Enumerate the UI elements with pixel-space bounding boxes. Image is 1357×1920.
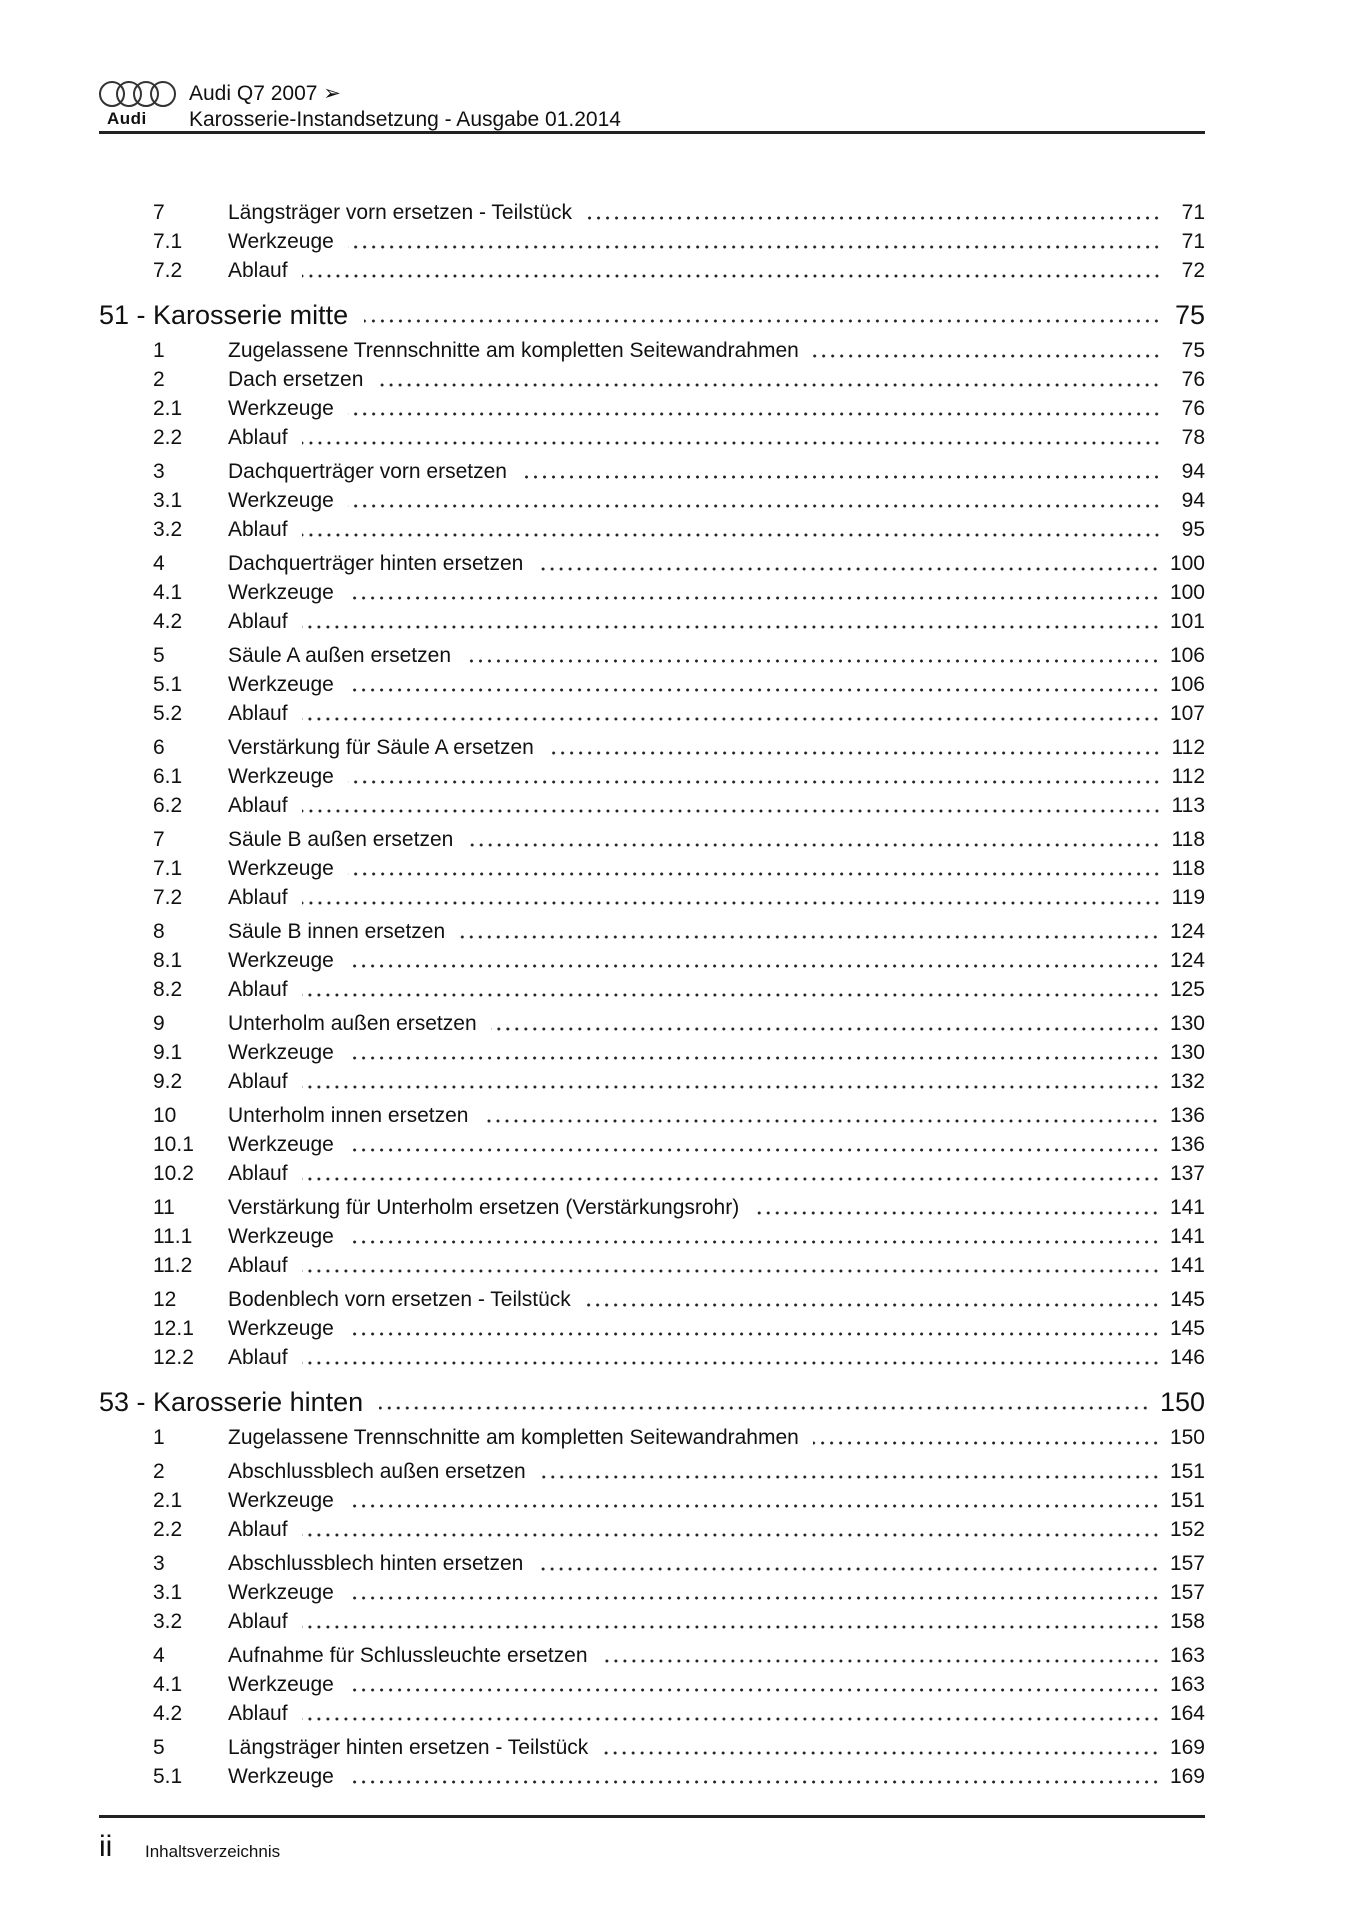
entry-page: 163 — [1169, 1644, 1205, 1667]
entry-page: 150 — [1159, 1387, 1205, 1417]
entry-number: 7 — [153, 828, 165, 851]
entry-title: Werkzeuge — [228, 230, 334, 253]
brand-wordmark: Audi — [107, 109, 147, 128]
entry-number: 2 — [153, 368, 165, 391]
dot-leader — [348, 1240, 1160, 1244]
toc-entry[interactable] — [99, 1607, 1205, 1636]
entry-number: 5 — [153, 644, 165, 667]
entry-title: Werkzeuge — [228, 1581, 334, 1604]
dot-leader — [302, 1085, 1160, 1089]
dot-leader — [302, 1625, 1160, 1629]
entry-page: 163 — [1169, 1673, 1205, 1696]
entry-title: Verstärkung für Unterholm ersetzen (Verstärkungsrohr) — [228, 1196, 740, 1219]
dot-leader — [348, 1504, 1160, 1508]
entry-number: 3 — [153, 460, 165, 483]
dot-leader — [491, 1027, 1160, 1031]
entry-page: 94 — [1181, 460, 1205, 483]
toc-entry[interactable] — [99, 1130, 1205, 1159]
entry-title: Werkzeuge — [228, 1317, 334, 1340]
entry-title: Abschlussblech hinten ersetzen — [228, 1552, 524, 1575]
entry-title: Ablauf — [228, 1162, 288, 1185]
dot-leader — [302, 441, 1161, 445]
dot-leader — [586, 216, 1161, 220]
entry-number: 3 — [153, 1552, 165, 1575]
toc-entry[interactable] — [99, 699, 1205, 728]
entry-page: 78 — [1181, 426, 1205, 449]
entry-page: 106 — [1169, 644, 1205, 667]
page-header — [99, 78, 1205, 134]
entry-number: 6 — [153, 736, 165, 759]
entry-number: 6.1 — [153, 765, 183, 788]
entry-page: 101 — [1169, 610, 1205, 633]
entry-page: 112 — [1171, 736, 1205, 759]
toc-entry[interactable] — [99, 423, 1205, 452]
entry-page: 100 — [1169, 581, 1205, 604]
toc-entry[interactable] — [99, 1549, 1205, 1578]
toc-entry[interactable] — [99, 791, 1205, 820]
entry-page: 72 — [1181, 259, 1205, 282]
entry-title: Aufnahme für Schlussleuchte ersetzen — [228, 1644, 588, 1667]
entry-title: 51 - Karosserie mitte — [99, 300, 349, 330]
entry-title: Werkzeuge — [228, 1673, 334, 1696]
entry-title: Ablauf — [228, 978, 288, 1001]
entry-title: Dach ersetzen — [228, 368, 364, 391]
entry-page: 76 — [1181, 397, 1205, 420]
entry-page: 145 — [1169, 1288, 1205, 1311]
entry-page: 94 — [1181, 489, 1205, 512]
entry-page: 169 — [1169, 1736, 1205, 1759]
toc-entry[interactable] — [99, 365, 1205, 394]
toc-entry[interactable] — [99, 1314, 1205, 1343]
entry-page: 124 — [1169, 949, 1205, 972]
dot-leader — [348, 504, 1161, 508]
dot-leader — [602, 1659, 1160, 1663]
entry-number: 2.1 — [153, 1489, 183, 1512]
manual-subtitle: Karosserie-Instandsetzung - Ausgabe 01.2014 — [189, 108, 621, 131]
entry-page: 164 — [1169, 1702, 1205, 1725]
toc-entry[interactable] — [99, 1285, 1205, 1314]
entry-number: 6.2 — [153, 794, 183, 817]
entry-title: Werkzeuge — [228, 1489, 334, 1512]
dot-leader — [348, 780, 1161, 784]
dot-leader — [348, 1148, 1160, 1152]
dot-leader — [302, 717, 1160, 721]
entry-title: Längsträger vorn ersetzen - Teilstück — [228, 201, 572, 224]
entry-title: Dachquerträger vorn ersetzen — [228, 460, 507, 483]
dot-leader — [302, 533, 1161, 537]
dot-leader — [602, 1751, 1160, 1755]
entry-title: Werkzeuge — [228, 673, 334, 696]
entry-number: 9 — [153, 1012, 165, 1035]
entry-title: Ablauf — [228, 259, 288, 282]
entry-number: 7.2 — [153, 886, 183, 909]
entry-title: Unterholm innen ersetzen — [228, 1104, 469, 1127]
entry-page: 119 — [1171, 886, 1205, 909]
toc-entry[interactable] — [99, 1699, 1205, 1728]
entry-number: 4.2 — [153, 1702, 183, 1725]
dot-leader — [302, 1533, 1160, 1537]
entry-page: 157 — [1169, 1552, 1205, 1575]
entry-page: 125 — [1169, 978, 1205, 1001]
dot-leader — [348, 1596, 1160, 1600]
entry-number: 10 — [153, 1104, 177, 1127]
toc-entry[interactable] — [99, 457, 1205, 486]
dot-leader — [377, 383, 1161, 387]
entry-number: 4.1 — [153, 581, 183, 604]
dot-leader — [348, 1780, 1160, 1784]
entry-title: Ablauf — [228, 1518, 288, 1541]
entry-page: 137 — [1169, 1162, 1205, 1185]
entry-title: Bodenblech vorn ersetzen - Teilstück — [228, 1288, 571, 1311]
entry-number: 3.1 — [153, 489, 183, 512]
toc-entry[interactable] — [99, 1193, 1205, 1222]
entry-number: 3.2 — [153, 518, 183, 541]
entry-page: 141 — [1169, 1225, 1205, 1248]
dot-leader — [348, 1332, 1160, 1336]
entry-page: 75 — [1174, 300, 1205, 330]
toc-entry[interactable] — [99, 1762, 1205, 1791]
entry-page: 151 — [1169, 1460, 1205, 1483]
page-footer — [99, 1815, 1205, 1863]
toc-entry[interactable] — [99, 1009, 1205, 1038]
entry-number: 5.1 — [153, 1765, 183, 1788]
toc-entry[interactable] — [99, 1641, 1205, 1670]
dot-leader — [540, 1475, 1160, 1479]
entry-page: 145 — [1169, 1317, 1205, 1340]
entry-number: 5.1 — [153, 673, 183, 696]
entry-title: Werkzeuge — [228, 765, 334, 788]
entry-number: 12.1 — [153, 1317, 194, 1340]
toc-entry[interactable] — [99, 336, 1205, 365]
toc-entry[interactable] — [99, 394, 1205, 423]
dot-leader — [348, 688, 1160, 692]
entry-page: 141 — [1169, 1196, 1205, 1219]
entry-number: 8.1 — [153, 949, 183, 972]
entry-title: Ablauf — [228, 1346, 288, 1369]
entry-title: Werkzeuge — [228, 1225, 334, 1248]
toc-entry[interactable] — [99, 854, 1205, 883]
entry-page: 100 — [1169, 552, 1205, 575]
dot-leader — [813, 354, 1161, 358]
toc-entry[interactable] — [99, 227, 1205, 256]
toc-entry[interactable] — [99, 825, 1205, 854]
dot-leader — [348, 596, 1160, 600]
toc-entry[interactable] — [99, 1515, 1205, 1544]
toc-entry[interactable] — [99, 917, 1205, 946]
entry-page: 146 — [1169, 1346, 1205, 1369]
dot-leader — [302, 901, 1161, 905]
entry-page: 76 — [1181, 368, 1205, 391]
toc-entry[interactable] — [99, 641, 1205, 670]
entry-number: 4 — [153, 1644, 165, 1667]
dot-leader — [302, 809, 1161, 813]
toc-entry[interactable] — [99, 578, 1205, 607]
model-title: Audi Q7 2007 ➢ — [189, 82, 341, 105]
entry-title: Ablauf — [228, 886, 288, 909]
entry-title: Längsträger hinten ersetzen - Teilstück — [228, 1736, 589, 1759]
toc-entry[interactable] — [99, 1486, 1205, 1515]
entry-page: 75 — [1181, 339, 1205, 362]
dot-leader — [302, 993, 1160, 997]
dot-leader — [348, 245, 1161, 249]
entry-title: Werkzeuge — [228, 581, 334, 604]
toc-entry[interactable] — [99, 733, 1205, 762]
dot-leader — [348, 964, 1160, 968]
toc-entry[interactable] — [99, 975, 1205, 1004]
entry-title: Ablauf — [228, 610, 288, 633]
dot-leader — [302, 1361, 1160, 1365]
entry-page: 157 — [1169, 1581, 1205, 1604]
entry-page: 151 — [1169, 1489, 1205, 1512]
toc-entry[interactable] — [99, 946, 1205, 975]
entry-number: 7.2 — [153, 259, 183, 282]
entry-number: 12 — [153, 1288, 177, 1311]
entry-number: 10.2 — [153, 1162, 194, 1185]
entry-title: Ablauf — [228, 426, 288, 449]
toc-entry[interactable] — [99, 883, 1205, 912]
entry-page: 113 — [1171, 794, 1205, 817]
dot-leader — [753, 1211, 1160, 1215]
entry-page: 158 — [1169, 1610, 1205, 1633]
entry-number: 1 — [153, 1426, 165, 1449]
entry-number: 10.1 — [153, 1133, 194, 1156]
entry-number: 2.2 — [153, 1518, 183, 1541]
dot-leader — [467, 843, 1161, 847]
entry-title: Werkzeuge — [228, 949, 334, 972]
entry-title: Ablauf — [228, 1070, 288, 1093]
audi-rings-icon — [99, 81, 175, 107]
dot-leader — [521, 475, 1161, 479]
toc-entry[interactable] — [99, 1222, 1205, 1251]
toc-entry[interactable] — [99, 1038, 1205, 1067]
dot-leader — [348, 1056, 1160, 1060]
footer-label: Inhaltsverzeichnis — [145, 1842, 281, 1861]
entry-page: 136 — [1169, 1104, 1205, 1127]
entry-number: 12.2 — [153, 1346, 194, 1369]
entry-title: Säule A außen ersetzen — [228, 644, 451, 667]
entry-number: 4.2 — [153, 610, 183, 633]
dot-leader — [348, 1688, 1160, 1692]
entry-number: 11.2 — [153, 1254, 193, 1277]
entry-title: Zugelassene Trennschnitte am kompletten Seitewandrahmen — [228, 339, 799, 362]
toc-entry[interactable] — [99, 670, 1205, 699]
dot-leader — [302, 625, 1160, 629]
toc-entry[interactable] — [99, 1733, 1205, 1762]
toc-entry[interactable] — [99, 1101, 1205, 1130]
entry-page: 112 — [1171, 765, 1205, 788]
entry-title: Ablauf — [228, 518, 288, 541]
dot-leader — [302, 274, 1161, 278]
entry-page: 95 — [1181, 518, 1205, 541]
entry-number: 3.1 — [153, 1581, 183, 1604]
entry-title: Unterholm außen ersetzen — [228, 1012, 477, 1035]
entry-page: 141 — [1169, 1254, 1205, 1277]
dot-leader — [813, 1441, 1160, 1445]
dot-leader — [548, 751, 1161, 755]
toc-entry[interactable] — [99, 515, 1205, 544]
toc-entry[interactable] — [99, 486, 1205, 515]
dot-leader — [585, 1303, 1160, 1307]
entry-page: 71 — [1181, 201, 1205, 224]
entry-page: 124 — [1169, 920, 1205, 943]
toc-entry[interactable] — [99, 256, 1205, 285]
page-number: ii — [99, 1830, 113, 1863]
entry-title: Ablauf — [228, 702, 288, 725]
entry-page: 152 — [1169, 1518, 1205, 1541]
toc-entry[interactable] — [99, 1384, 1205, 1421]
dot-leader — [302, 1269, 1160, 1273]
entry-title: Werkzeuge — [228, 1133, 334, 1156]
entry-number: 11.1 — [153, 1225, 193, 1248]
toc-entry[interactable] — [99, 297, 1205, 334]
dot-leader — [364, 319, 1161, 323]
entry-title: Verstärkung für Säule A ersetzen — [228, 736, 534, 759]
entry-number: 8.2 — [153, 978, 183, 1001]
entry-number: 3.2 — [153, 1610, 183, 1633]
entry-page: 118 — [1171, 828, 1205, 851]
toc-entry[interactable] — [99, 762, 1205, 791]
toc-entry[interactable] — [99, 1578, 1205, 1607]
toc-entry[interactable] — [99, 1159, 1205, 1188]
dot-leader — [537, 567, 1160, 571]
entry-title: Ablauf — [228, 1254, 288, 1277]
entry-title: Ablauf — [228, 1702, 288, 1725]
entry-number: 2 — [153, 1460, 165, 1483]
entry-page: 130 — [1169, 1012, 1205, 1035]
entry-number: 2.1 — [153, 397, 183, 420]
dot-leader — [482, 1119, 1159, 1123]
dot-leader — [348, 872, 1161, 876]
entry-title: Werkzeuge — [228, 1765, 334, 1788]
entry-number: 9.2 — [153, 1070, 183, 1093]
toc-entry[interactable] — [99, 1067, 1205, 1096]
dot-leader — [348, 412, 1161, 416]
table-of-contents — [99, 198, 1205, 1791]
entry-number: 2.2 — [153, 426, 183, 449]
entry-title: Werkzeuge — [228, 489, 334, 512]
entry-number: 11 — [153, 1196, 175, 1219]
entry-number: 5.2 — [153, 702, 183, 725]
entry-title: Dachquerträger hinten ersetzen — [228, 552, 524, 575]
entry-number: 8 — [153, 920, 165, 943]
toc-entry[interactable] — [99, 549, 1205, 578]
entry-title: Zugelassene Trennschnitte am kompletten Seitewandrahmen — [228, 1426, 799, 1449]
toc-entry[interactable] — [99, 198, 1205, 227]
audi-logo — [99, 81, 175, 129]
entry-page: 150 — [1169, 1426, 1205, 1449]
toc-entry[interactable] — [99, 1423, 1205, 1452]
entry-title: Werkzeuge — [228, 1041, 334, 1064]
toc-entry[interactable] — [99, 1457, 1205, 1486]
dot-leader — [302, 1177, 1160, 1181]
entry-page: 106 — [1169, 673, 1205, 696]
toc-entry[interactable] — [99, 1251, 1205, 1280]
entry-title: Abschlussblech außen ersetzen — [228, 1460, 526, 1483]
entry-number: 5 — [153, 1736, 165, 1759]
entry-title: Säule B außen ersetzen — [228, 828, 454, 851]
entry-number: 7.1 — [153, 230, 183, 253]
dot-leader — [537, 1567, 1160, 1571]
entry-number: 7 — [153, 201, 165, 224]
entry-title: Werkzeuge — [228, 397, 334, 420]
entry-title: 53 - Karosserie hinten — [99, 1387, 364, 1417]
entry-page: 136 — [1169, 1133, 1205, 1156]
dot-leader — [379, 1406, 1150, 1410]
entry-page: 169 — [1169, 1765, 1205, 1788]
dot-leader — [459, 935, 1160, 939]
entry-number: 4.1 — [153, 1673, 183, 1696]
entry-number: 4 — [153, 552, 165, 575]
entry-page: 130 — [1169, 1041, 1205, 1064]
entry-number: 1 — [153, 339, 165, 362]
entry-page: 132 — [1169, 1070, 1205, 1093]
entry-title: Säule B innen ersetzen — [228, 920, 446, 943]
entry-page: 118 — [1171, 857, 1205, 880]
toc-entry[interactable] — [99, 1343, 1205, 1372]
entry-title: Ablauf — [228, 1610, 288, 1633]
entry-page: 71 — [1181, 230, 1205, 253]
entry-title: Ablauf — [228, 794, 288, 817]
dot-leader — [302, 1717, 1160, 1721]
entry-number: 7.1 — [153, 857, 183, 880]
dot-leader — [465, 659, 1160, 663]
toc-entry[interactable] — [99, 1670, 1205, 1699]
entry-page: 107 — [1169, 702, 1205, 725]
entry-number: 9.1 — [153, 1041, 183, 1064]
entry-title: Werkzeuge — [228, 857, 334, 880]
toc-entry[interactable] — [99, 607, 1205, 636]
